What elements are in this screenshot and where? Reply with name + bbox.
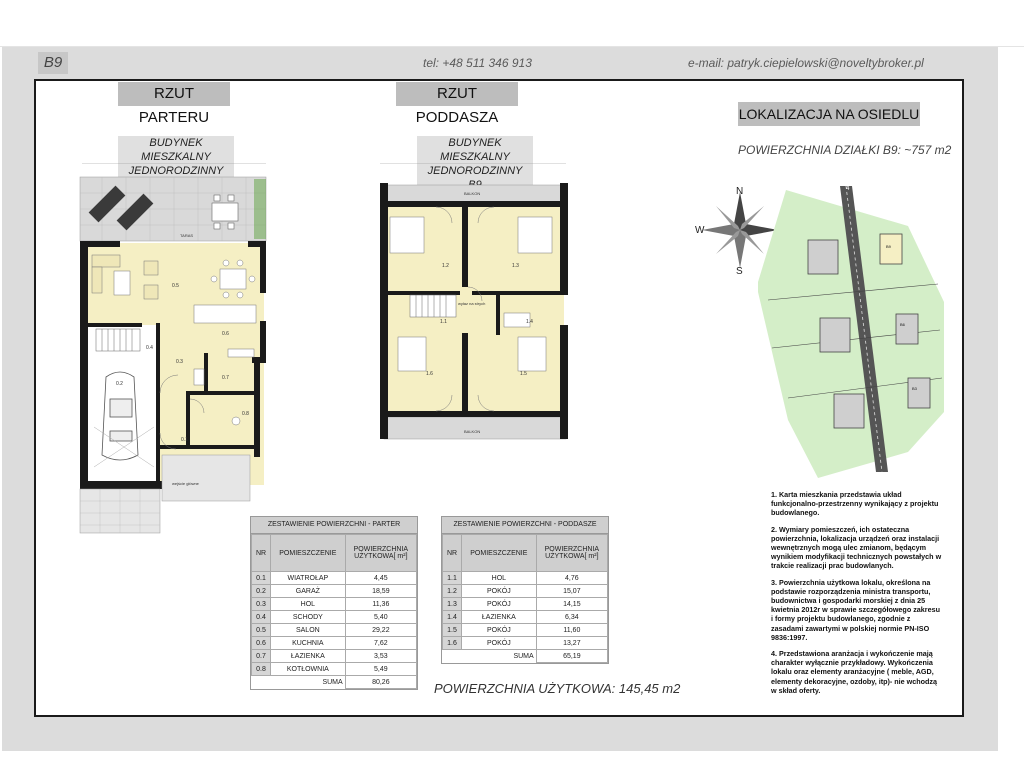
hedge-icon bbox=[254, 179, 266, 239]
balcony-top-label: BALKON bbox=[464, 191, 481, 196]
top-band bbox=[0, 0, 1024, 47]
table-row: 0.1 WIATROŁAP 4,45 bbox=[252, 572, 417, 585]
svg-text:0.4: 0.4 bbox=[146, 345, 153, 351]
table-row: 0.3 HOL 11,36 bbox=[252, 598, 417, 611]
table-row: 1.4 ŁAZIENKA 6,34 bbox=[443, 611, 608, 624]
table-sum-row: SUMA 65,19 bbox=[443, 650, 608, 663]
table-row: 1.1 HOL 4,76 bbox=[443, 572, 608, 585]
col-room-header: POMIESZCZENIE bbox=[462, 535, 537, 572]
svg-text:1.5: 1.5 bbox=[520, 371, 527, 377]
svg-text:0.8: 0.8 bbox=[242, 411, 249, 417]
table-row: 0.6 KUCHNIA 7,62 bbox=[252, 637, 417, 650]
table-row: 0.4 SCHODY 5,40 bbox=[252, 611, 417, 624]
road-label: 4 bbox=[846, 186, 850, 192]
ground-floor-plan bbox=[76, 163, 272, 535]
table-row: 0.7 ŁAZIENKA 3,53 bbox=[252, 650, 417, 663]
location-title: LOKALIZACJA NA OSIEDLU bbox=[738, 102, 920, 126]
kitchen-unit bbox=[228, 349, 254, 357]
plot-area-label: POWIERZCHNIA DZIAŁKI B9: ~757 m2 bbox=[738, 143, 952, 157]
svg-text:B6: B6 bbox=[900, 322, 905, 327]
svg-text:0.7: 0.7 bbox=[222, 375, 229, 381]
table-row: 1.3 POKÓJ 14,15 bbox=[443, 598, 608, 611]
svg-text:1.2: 1.2 bbox=[442, 263, 449, 269]
table-row: 1.5 POKÓJ 11,60 bbox=[443, 624, 608, 637]
site-map bbox=[758, 182, 948, 478]
balcony-bottom bbox=[384, 417, 566, 439]
svg-text:S: S bbox=[736, 266, 743, 276]
terrace-label: TARAS bbox=[180, 233, 194, 238]
svg-text:1.4: 1.4 bbox=[526, 319, 533, 325]
svg-text:1.6: 1.6 bbox=[426, 371, 433, 377]
attic-plan bbox=[376, 163, 570, 443]
table-row: 0.5 SALON 29,22 bbox=[252, 624, 417, 637]
ground-building-label: BUDYNEK MIESZKALNY JEDNORODZINNY bbox=[118, 136, 234, 192]
svg-text:B9: B9 bbox=[886, 244, 891, 249]
note-item: 1. Karta mieszkania przedstawia układ funkcjonalno-przestrzenny wynikający z projektu budowlanego. bbox=[771, 490, 939, 518]
col-room-header: POMIESZCZENIE bbox=[271, 535, 346, 572]
svg-text:1.1: 1.1 bbox=[440, 319, 447, 325]
col-nr-header: NR bbox=[443, 535, 462, 572]
svg-text:0.3: 0.3 bbox=[176, 359, 183, 365]
boiler-icon bbox=[232, 417, 240, 425]
entrance-label: wejście główne bbox=[172, 481, 199, 486]
balcony-bottom-label: BALKON bbox=[464, 429, 481, 434]
svg-text:0.5: 0.5 bbox=[172, 283, 179, 289]
ground-floor-area-table bbox=[250, 516, 418, 690]
ground-floor-title: RZUT PARTERU bbox=[118, 82, 230, 106]
table-row: 1.6 POKÓJ 13,27 bbox=[443, 637, 608, 650]
stairs-icon bbox=[96, 329, 140, 351]
attic-building-label: BUDYNEK MIESZKALNY JEDNORODZINNY bbox=[417, 136, 533, 192]
table-title: ZESTAWIENIE POWIERZCHNI - PARTER bbox=[251, 517, 417, 534]
email-address[interactable]: e-mail: patryk.ciepielowski@noveltybroker.pl bbox=[688, 56, 924, 70]
stairs-icon bbox=[410, 295, 456, 317]
col-nr-header: NR bbox=[252, 535, 271, 572]
svg-text:1.3: 1.3 bbox=[512, 263, 519, 269]
kitchen-counter bbox=[194, 305, 256, 323]
table-sum-row: SUMA 80,26 bbox=[252, 676, 417, 689]
svg-text:B3: B3 bbox=[912, 386, 917, 391]
hatch-label: wyłaz na strych bbox=[458, 301, 486, 306]
attic-title: RZUT PODDASZA bbox=[396, 82, 518, 106]
svg-text:0.2: 0.2 bbox=[116, 381, 123, 387]
note-item: 2. Wymiary pomieszczeń, ich ostateczna powierzchnia, lokalizacja urządzeń oraz instalacji wewnętrznych mogą ulec zmianom, będącym wynikiem modyfikacji technicznych powstałych w trakcie realizacji prac budowlanych. bbox=[771, 524, 942, 571]
table-row: 0.2 GARAŻ 18,59 bbox=[252, 585, 417, 598]
unit-label: B9 bbox=[38, 52, 68, 74]
attic-area-table bbox=[441, 516, 609, 664]
usable-area-total: POWIERZCHNIA UŻYTKOWA: 145,45 m2 bbox=[434, 681, 681, 696]
col-area-header: POWIERZCHNIA UŻYTKOWA[ m²] bbox=[345, 535, 416, 572]
phone-number[interactable]: tel: +48 511 346 913 bbox=[423, 56, 532, 70]
svg-text:0.6: 0.6 bbox=[222, 331, 229, 337]
table-title: ZESTAWIENIE POWIERZCHNI - PODDASZE bbox=[442, 517, 608, 534]
table-row: 0.8 KOTŁOWNIA 5,49 bbox=[252, 663, 417, 676]
svg-text:W: W bbox=[695, 225, 705, 236]
note-item: 3. Powierzchnia użytkowa lokalu, określona na podstawie rozporządzenia ministra transportu, budownictwa i gospodarki morskiej z dnia 25 kwietnia 2012r w sprawie szczegółowego zakresu i formy projektu budowlanego, zgodnie z zasadami zawartymi w polskiej normie PN-ISO 9836:1997. bbox=[771, 577, 940, 642]
toilet-icon bbox=[194, 369, 204, 385]
svg-text:0.1: 0.1 bbox=[181, 437, 188, 443]
table-row: 1.2 POKÓJ 15,07 bbox=[443, 585, 608, 598]
svg-text:N: N bbox=[736, 186, 744, 197]
note-item: 4. Przedstawiona aranżacja i wykończenie mają charakter wyłącznie przykładowy. Wykończenia lokalu oraz elementy aranżacyjne ( meble, AGD, elementy dekoracyjne, ozdoby, itp)- nie wchodzą w skład oferty. bbox=[771, 649, 938, 695]
entrance-porch bbox=[162, 455, 250, 501]
notes-list bbox=[771, 490, 943, 702]
col-area-header: POWIERZCHNIA UŻYTKOWA[ m²] bbox=[536, 535, 607, 572]
